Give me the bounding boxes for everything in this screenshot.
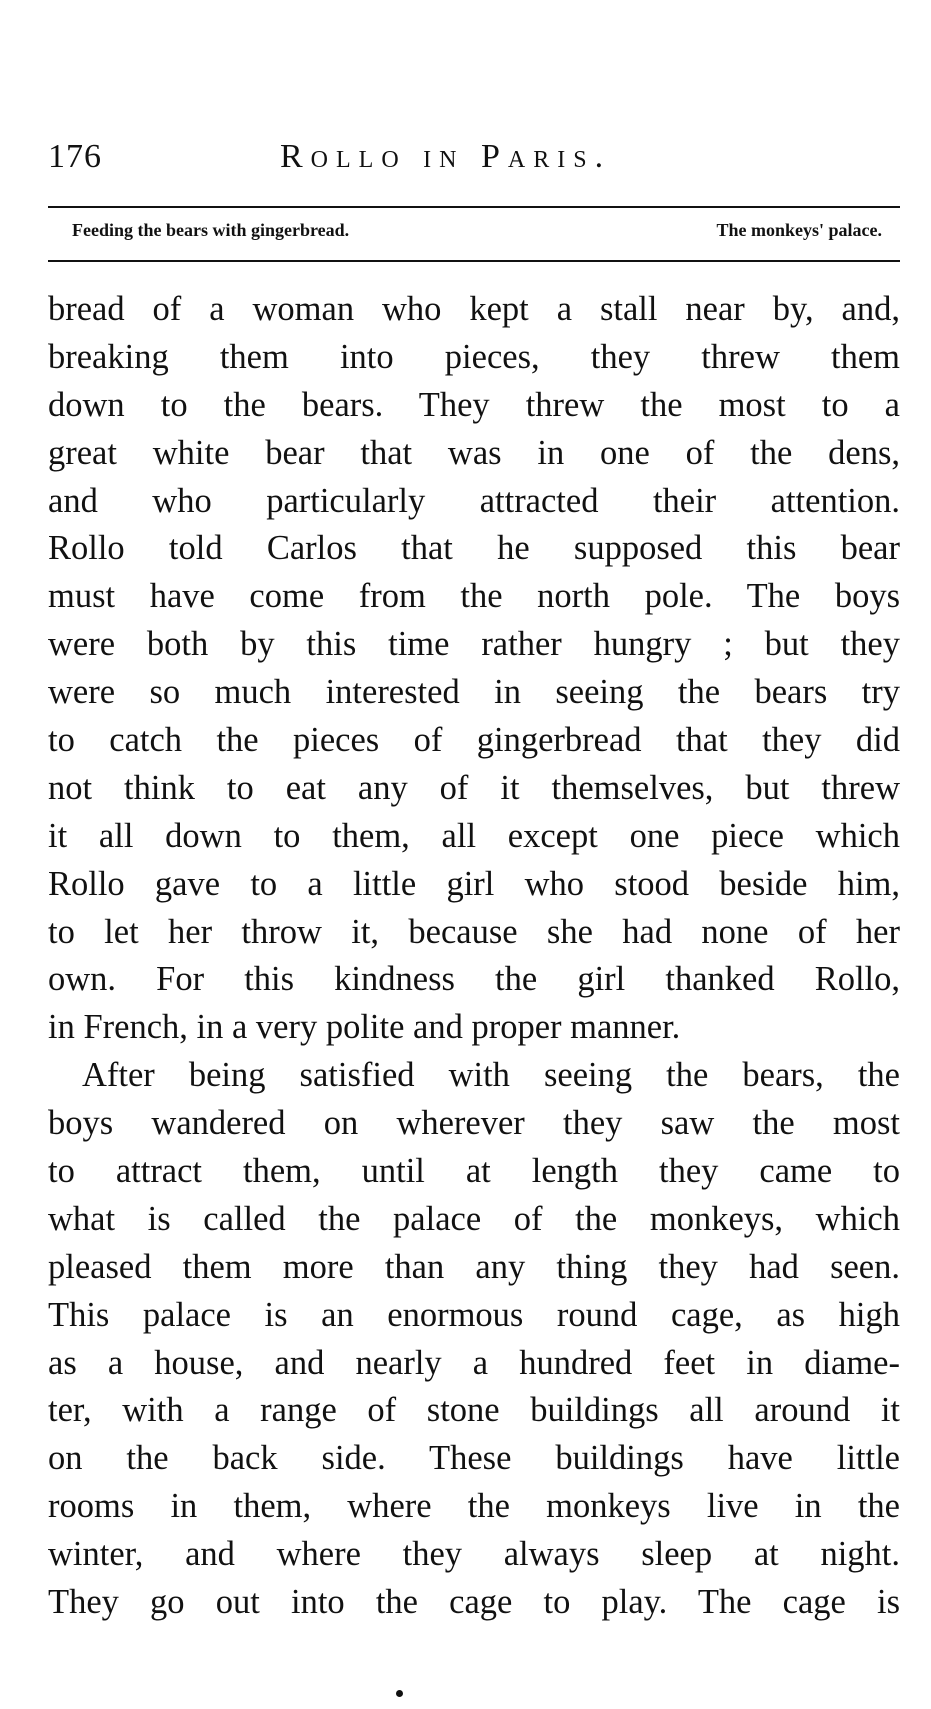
running-head xyxy=(48,138,900,188)
text-line: breaking them into pieces, they threw them xyxy=(48,337,900,376)
text-line: to let her throw it, because she had none of her xyxy=(48,912,900,951)
text-line: winter, and where they always sleep at night. xyxy=(48,1535,900,1574)
text-line: down to the bears. They threw the most to a xyxy=(48,385,900,424)
text-line: own. For this kindness the girl thanked Rollo, xyxy=(48,960,900,999)
text-line: what is called the palace of the monkeys, which xyxy=(48,1199,900,1238)
header-rule-top xyxy=(48,206,900,208)
subhead-left: Feeding the bears with gingerbread. xyxy=(72,220,350,240)
text-line: This palace is an enormous round cage, as high xyxy=(48,1295,900,1334)
text-line: After being satisfied with seeing the bears, the xyxy=(82,1056,900,1095)
body-text xyxy=(48,286,900,1627)
text-line: in French, in a very polite and proper manner. xyxy=(48,1008,681,1047)
text-line: pleased them more than any thing they had seen. xyxy=(48,1247,900,1286)
text-line: Rollo told Carlos that he supposed this bear xyxy=(48,529,900,568)
text-line: bread of a woman who kept a stall near by, and, xyxy=(48,290,900,328)
text-line: to catch the pieces of gingerbread that they did xyxy=(48,721,900,760)
text-line: Rollo gave to a little girl who stood beside him, xyxy=(48,864,900,903)
text-line: boys wandered on wherever they saw the most xyxy=(48,1104,900,1143)
text-line: must have come from the north pole. The boys xyxy=(48,577,900,616)
text-line: on the back side. These buildings have little xyxy=(48,1439,900,1478)
text-line: were so much interested in seeing the bears try xyxy=(48,673,900,712)
printer-mark xyxy=(396,1690,403,1697)
text-line: as a house, and nearly a hundred feet in diame- xyxy=(48,1343,900,1382)
text-line: They go out into the cage to play. The cage is xyxy=(48,1583,900,1622)
text-line: it all down to them, all except one piece which xyxy=(48,816,900,855)
text-line: were both by this time rather hungry ; but they xyxy=(48,625,900,664)
text-line: to attract them, until at length they came to xyxy=(48,1152,900,1191)
header-rule-bottom xyxy=(48,260,900,262)
text-line: and who particularly attracted their attention. xyxy=(48,481,900,520)
text-line: ter, with a range of stone buildings all around it xyxy=(48,1391,900,1430)
text-line: great white bear that was in one of the dens, xyxy=(48,433,900,472)
book-title: Rollo in Paris. xyxy=(280,138,612,175)
subhead-right: The monkeys' palace. xyxy=(716,220,882,240)
running-subheads xyxy=(72,220,882,252)
page-number: 176 xyxy=(48,138,102,175)
text-line: rooms in them, where the monkeys live in the xyxy=(48,1487,900,1526)
text-line: not think to eat any of it themselves, but threw xyxy=(48,768,900,807)
